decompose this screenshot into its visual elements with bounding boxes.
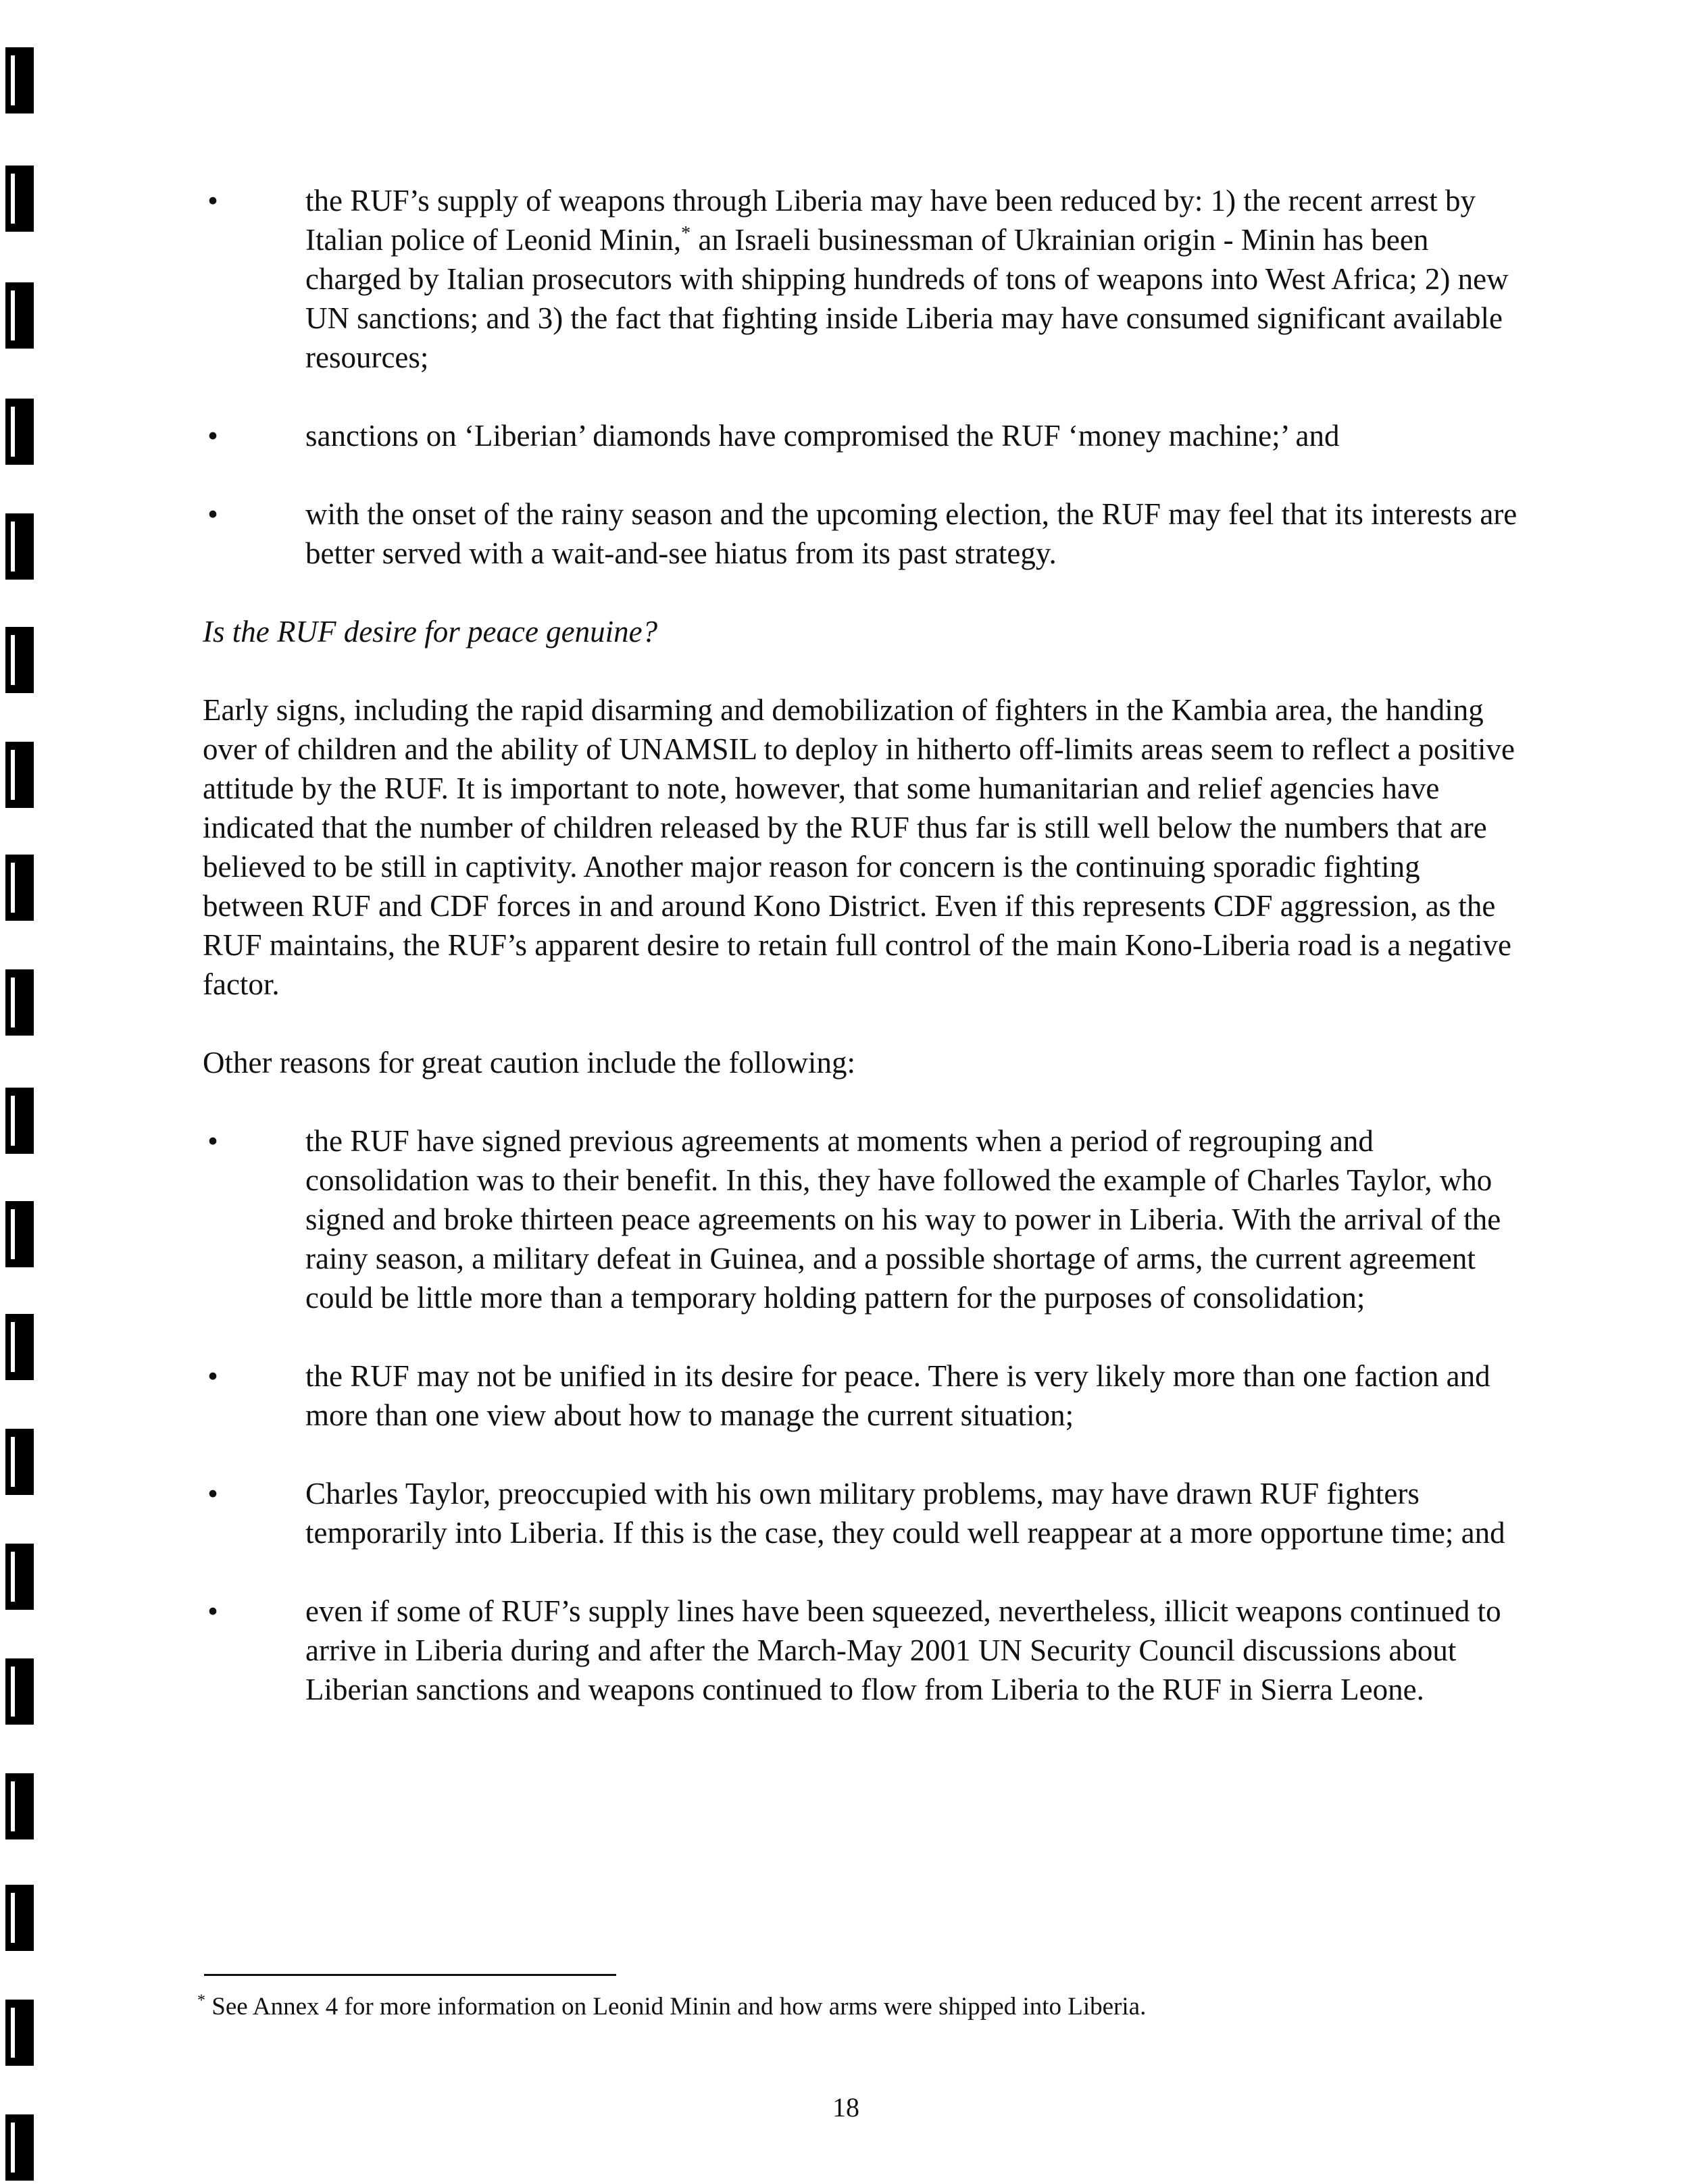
binder-hole-mark	[5, 2114, 34, 2181]
bullet-list-top	[203, 181, 1527, 573]
binder-hole-mark	[5, 1544, 34, 1610]
bullet-marker: •	[207, 419, 218, 453]
binder-hole-mark	[5, 1314, 34, 1380]
list-item-text: even if some of RUF’s supply lines have been squeezed, nevertheless, illicit weapons continued to arrive in Liberia during and after the March-May 2001 UN Security Council discussions about Liberian sanctions and weapons continued to flow from Liberia to the RUF in Sierra Leone.	[305, 1594, 1501, 1706]
binder-hole-mark	[5, 282, 34, 349]
footnote-separator	[204, 1974, 616, 1976]
list-item-text: the RUF have signed previous agreements at moments when a period of regrouping and consolidation was to their benefit. In this, they have followed the example of Charles Taylor, who signed and broke thirteen peace agreements on his way to power in Liberia. With the arrival of the rainy season, a military defeat in Guinea, and a possible shortage of arms, the current agreement could be little more than a temporary holding pattern for the purposes of consolidation;	[305, 1124, 1501, 1315]
body-paragraph: Other reasons for great caution include the following:	[203, 1046, 855, 1080]
list-item-text: sanctions on ‘Liberian’ diamonds have compromised the RUF ‘money machine;’ and	[305, 419, 1340, 453]
binder-hole-mark	[5, 1773, 34, 1839]
binder-hole-mark	[5, 166, 34, 232]
binder-hole-mark	[5, 855, 34, 921]
list-item-text: the RUF may not be unified in its desire for peace. There is very likely more than one faction and more than one view about how to manage the current situation;	[305, 1359, 1490, 1432]
body-paragraph: Early signs, including the rapid disarming and demobilization of fighters in the Kambia area, the handing over of children and the ability of UNAMSIL to deploy in hitherto off-limits areas seem to reflect a positive attitude by the RUF. It is important to note, however, that some humanitarian and relief agencies have indicated that the number of children released by the RUF thus far is still well below the numbers that are believed to be still in captivity. Another major reason for concern is the continuing sporadic fighting between RUF and CDF forces in and around Kono District. Even if this represents CDF aggression, as the RUF maintains, the RUF’s apparent desire to retain full control of the main Kono-Liberia road is a negative factor.	[203, 693, 1515, 1001]
list-item-text: the RUF’s supply of weapons through Liberia may have been reduced by: 1) the recent arrest by Italian police of Leonid Minin,* an Israeli businessman of Ukrainian origin - Minin has been charged by Italian prosecutors with shipping hundreds of tons of weapons into West Africa; 2) new UN sanctions; and 3) the fact that fighting inside Liberia may have consumed significant available resources;	[305, 184, 1509, 374]
list-item	[203, 1356, 1527, 1435]
document-page	[203, 181, 1527, 1748]
binder-hole-mark	[5, 1088, 34, 1154]
bullet-marker: •	[207, 1594, 218, 1628]
binder-hole-mark	[5, 1201, 34, 1267]
binder-holes	[5, 0, 53, 2184]
list-item	[203, 416, 1527, 455]
footnote-text: See Annex 4 for more information on Leonid Minin and how arms were shipped into Liberia.	[211, 1993, 1147, 2021]
binder-hole-mark	[5, 399, 34, 465]
list-item	[203, 181, 1527, 377]
binder-hole-mark	[5, 47, 34, 113]
section-heading: Is the RUF desire for peace genuine?	[203, 615, 658, 649]
binder-hole-mark	[5, 1885, 34, 1951]
binder-hole-mark	[5, 1658, 34, 1725]
footnote-marker: *	[197, 1991, 205, 2010]
list-item-text: with the onset of the rainy season and the upcoming election, the RUF may feel that its interests are better served with a wait-and-see hiatus from its past strategy.	[305, 497, 1517, 570]
bullet-list-bottom	[203, 1121, 1527, 1709]
binder-hole-mark	[5, 2000, 34, 2066]
list-item	[203, 1592, 1527, 1709]
list-item	[203, 1121, 1527, 1317]
bullet-marker: •	[207, 497, 218, 531]
bullet-marker: •	[207, 1477, 218, 1510]
binder-hole-mark	[5, 1429, 34, 1495]
bullet-marker: •	[207, 184, 218, 218]
list-item	[203, 1474, 1527, 1552]
binder-hole-mark	[5, 513, 34, 580]
footnote-reference[interactable]: *	[681, 223, 691, 244]
list-item	[203, 494, 1527, 573]
bullet-marker: •	[207, 1124, 218, 1158]
binder-hole-mark	[5, 627, 34, 693]
bullet-marker: •	[207, 1359, 218, 1393]
list-item-text: Charles Taylor, preoccupied with his own military problems, may have drawn RUF fighters temporarily into Liberia. If this is the case, they could well reappear at a more opportune time; and	[305, 1477, 1505, 1550]
binder-hole-mark	[5, 969, 34, 1036]
binder-hole-mark	[5, 742, 34, 808]
page-number: 18	[832, 2092, 859, 2123]
footnote	[197, 1991, 1346, 2023]
